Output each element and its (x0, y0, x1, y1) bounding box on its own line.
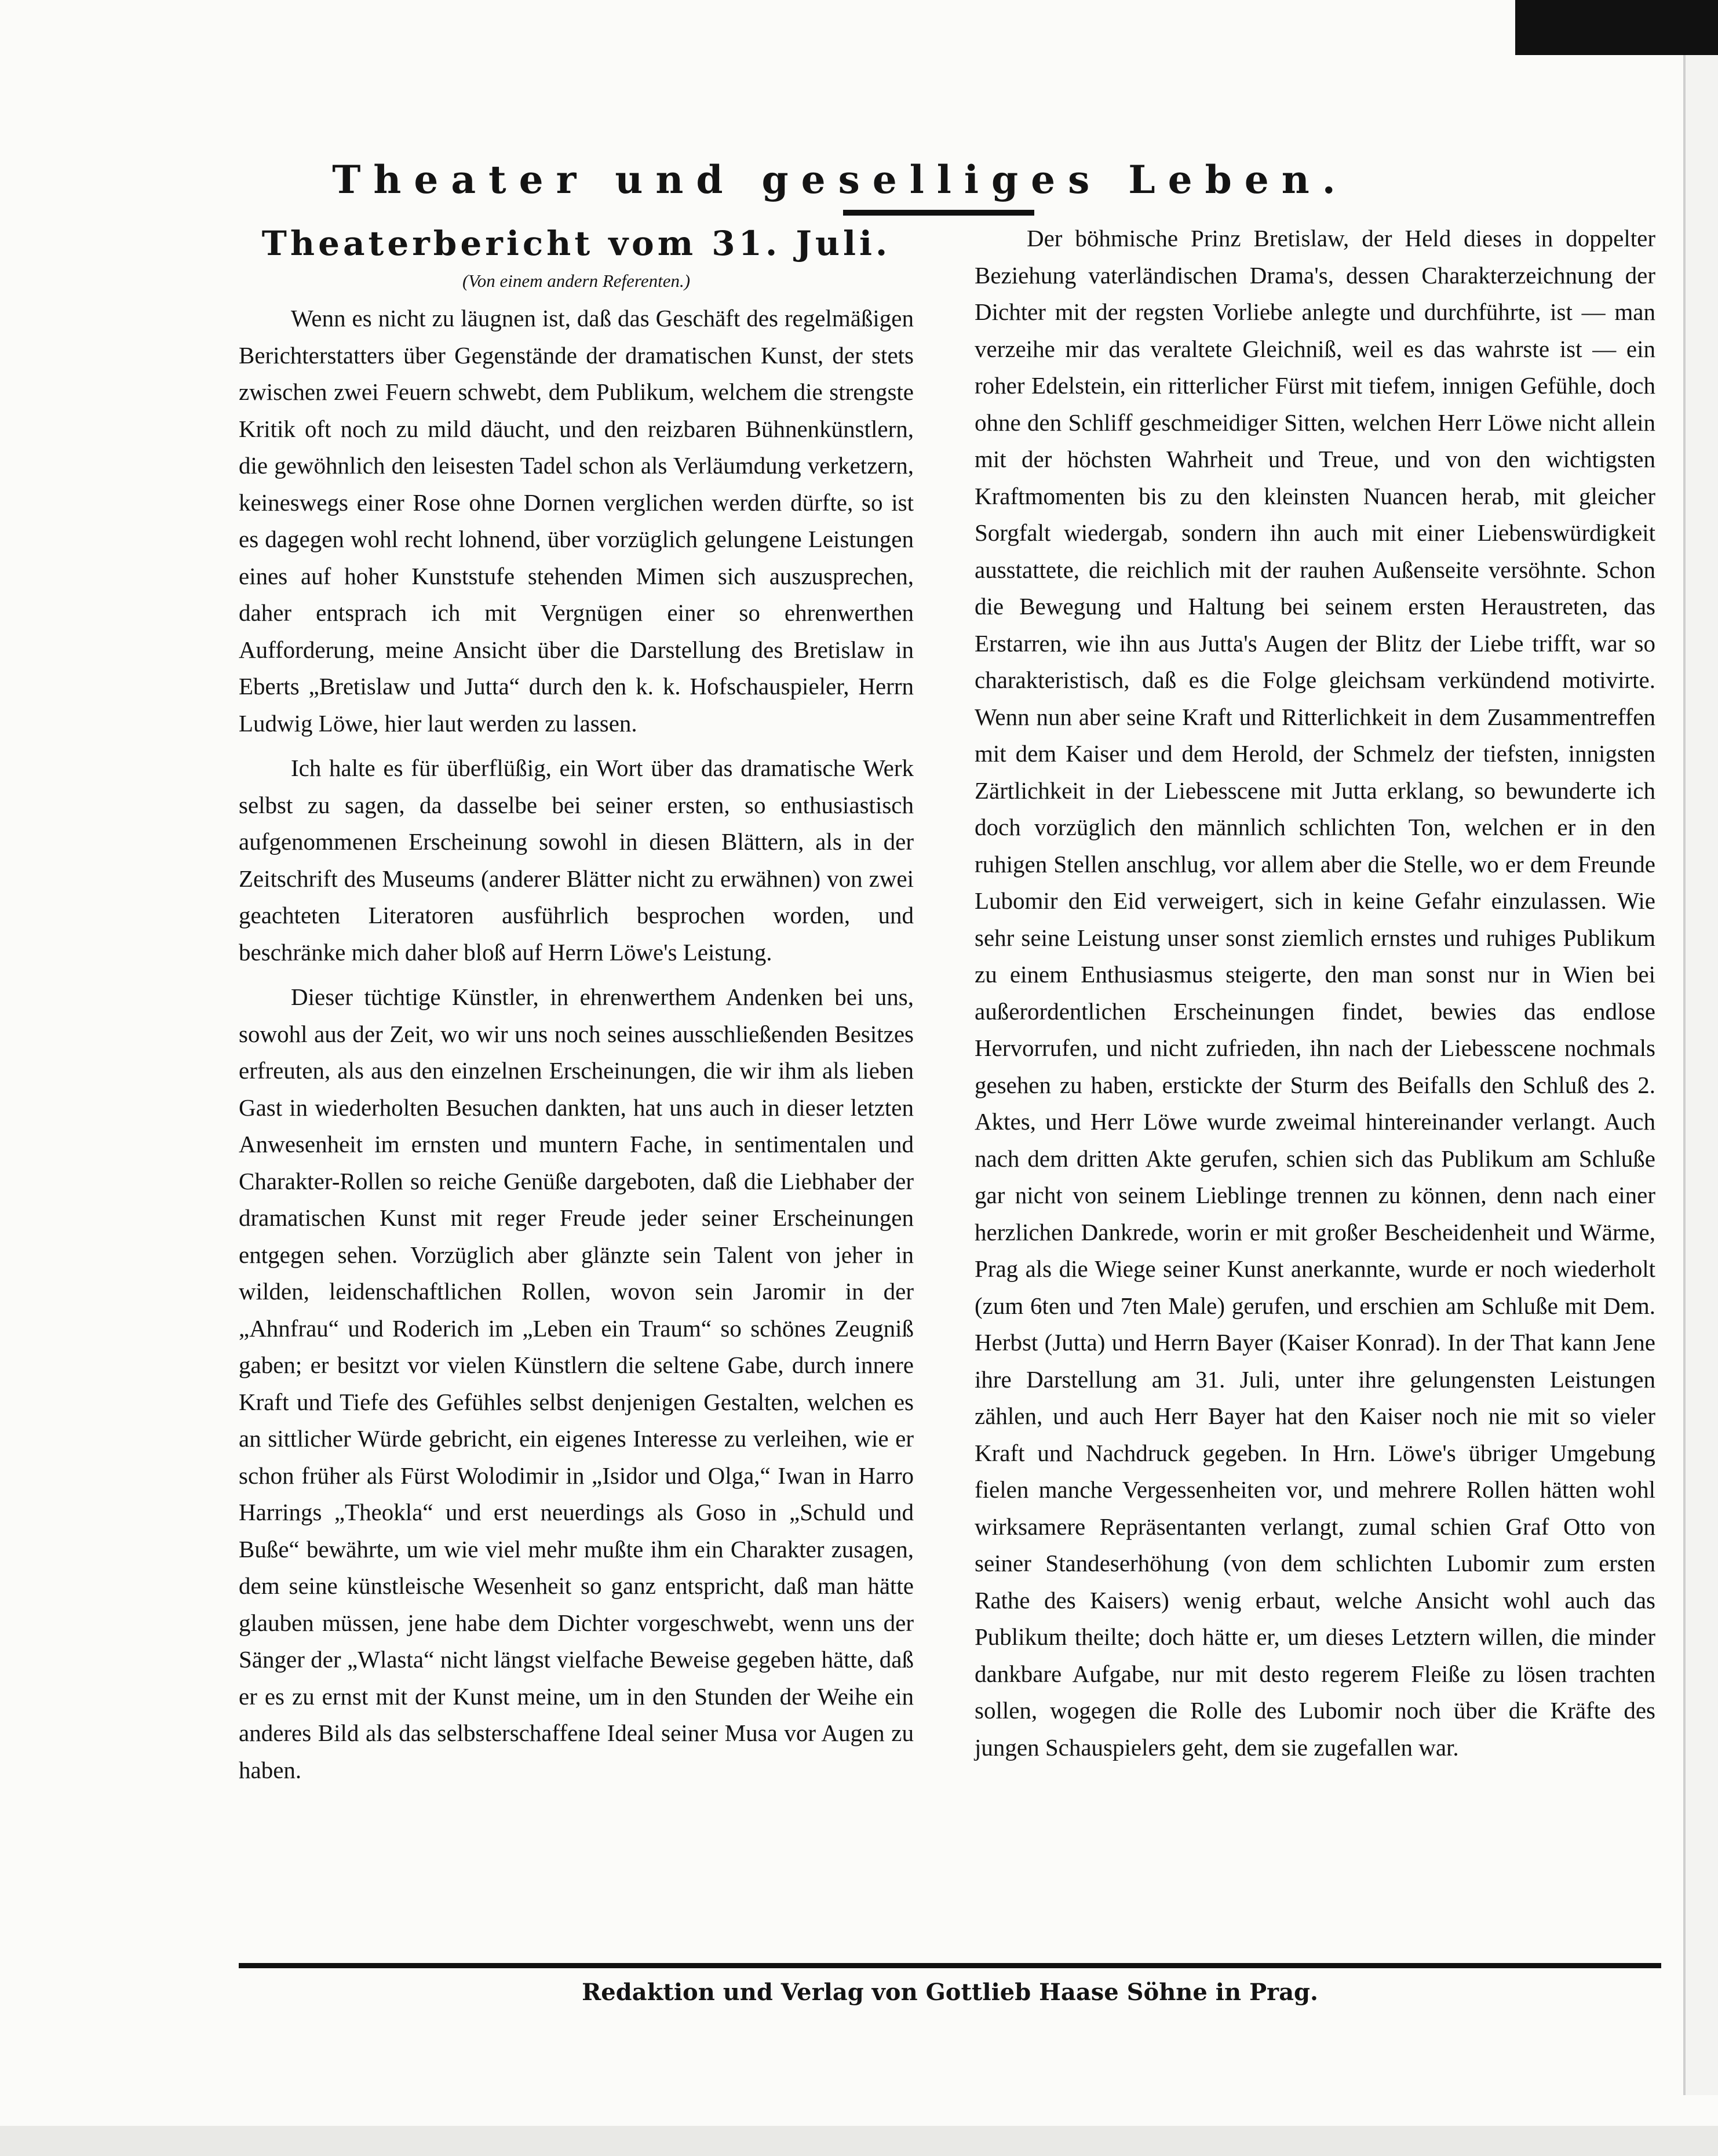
paragraph: Ich halte es für überflüßig, ein Wort über das dramatische Werk selbst zu sagen, da dasselbe bei seiner ersten, so enthusiastisch aufgenommenen Erscheinung sowohl in diesen Blättern, als in der Zeitschrift des Museums (anderer Blätter nicht zu erwähnen) von zwei geachteten Literatoren ausführlich besprochen worden, und beschränke mich daher bloß auf Herrn Löwe's Leistung. (239, 755, 914, 966)
article-title: Theaterbericht vom 31. Juli. (261, 224, 891, 263)
footer-rule (239, 1963, 1661, 1968)
paragraph: Dieser tüchtige Künstler, in ehrenwerthem Andenken bei uns, sowohl aus der Zeit, wo wir uns noch seines ausschließenden Besitzes erfreuten, als aus den einzelnen Erscheinungen, die wir ihm als lieben Gast in wiederholten Besuchen dankten, hat uns auch in dieser letzten Anwesenheit im ernsten und muntern Fache, in sentimentalen und Charakter-Rollen so reiche Genüße dargeboten, daß die Liebhaber der dramatischen Kunst mit reger Freude jeder seiner Erscheinungen entgegen sehen. Vorzüglich aber glänzte sein Talent von jeher in wilden, leidenschaftlichen Rollen, wovon sein Jaromir in der „Ahnfrau“ und Roderich im „Leben ein Traum“ so schönes Zeugniß gaben; er besitzt vor vielen Künstlern die seltene Gabe, durch innere Kraft und Tiefe des Gefühles selbst denjenigen Gestalten, welchen es an sittlicher Würde gebricht, ein eigenes Interesse zu verleihen, wie er schon früher als Fürst Wolodimir in „Isidor und Olga,“ Iwan in Harro Harrings „Theokla“ und erst neuerdings als Goso in „Schuld und Buße“ bewährte, um wie viel mehr mußte ihm ein Charakter zusagen, dem seine künstleische Wesenheit so ganz entspricht, daß man hätte glauben müssen, jene habe dem Dichter vorgeschwebt, wenn uns der Sänger der „Wlasta“ nicht längst vielfache Beweise gegeben hätte, daß er es zu ernst mit der Kunst meine, um in den Stunden der Weihe ein anderes Bild als das selbsterschaffene Ideal seiner Musa vor Augen zu haben. (239, 984, 914, 1783)
section-header (232, 148, 1449, 212)
scan-dark-corner (1515, 0, 1718, 55)
header-rule (843, 210, 1034, 216)
left-column (239, 220, 914, 1789)
article-byline: (Von einem andern Referenten.) (462, 271, 691, 291)
paragraph: Der böhmische Prinz Bretislaw, der Held dieses in doppelter Beziehung vaterländischen Drama's, dessen Charakterzeichnung der Dichter mit der regsten Vorliebe anlegte und durchführte, ist — man verzeihe mir das veraltete Gleichniß, weil es das wahrste ist — ein roher Edelstein, ein ritterlicher Fürst mit tiefem, innigen Gefühle, doch ohne den Schliff geschmeidiger Sitten, welchen Herr Löwe nicht allein mit der höchsten Wahrheit und Treue, und von den wichtigsten Kraftmomenten bis zu den kleinsten Nuancen herab, mit gleicher Sorgfalt wiedergab, sondern ihn auch mit einer Liebenswürdigkeit ausstattete, die reichlich mit der rauhen Außenseite versöhnte. Schon die Bewegung und Haltung bei seinem ersten Heraustreten, das Erstarren, wie ihn aus Jutta's Augen der Blitz der Liebe trifft, war so charakteristisch, daß es die Folge gleichsam verkündend motivirte. Wenn nun aber seine Kraft und Ritterlichkeit in dem Zusammentreffen mit dem Kaiser und dem Herold, der Schmelz der tiefsten, innigsten Zärtlichkeit in der Liebesscene mit Jutta erklang, so bewunderte ich doch vorzüglich den männlich schlichten Ton, welchen er in den ruhigen Stellen anschlug, vor allem aber die Stelle, wo er dem Freunde Lubomir den Eid verweigert, sich in keine Gefahr einzulassen. Wie sehr seine Leistung unser sonst ziemlich ernstes und ruhiges Publikum zu einem Enthusiasmus steigerte, den man sonst nur in Wien bei außerordentlichen Erscheinungen findet, bewies das endlose Hervorrufen, und nicht zufrieden, ihn nach der Liebesscene nochmals gesehen zu haben, erstickte der Sturm des Beifalls den Schluß des 2. Aktes, und Herr Löwe wurde zweimal hintereinander verlangt. Auch nach dem dritten Akte gerufen, schien sich das Publikum am Schluße gar nicht von seinem Lieblinge trennen zu können, denn nach einer herzlichen Dankrede, worin er mit großer Bescheidenheit und Wärme, Prag als die Wiege seiner Kunst anerkannte, wurde er noch wiederholt (zum 6ten und 7ten Male) gerufen, und erschien am Schluße mit Dem. Herbst (Jutta) und Herrn Bayer (Kaiser Konrad). In der That kann Jene ihre Darstellung am 31. Juli, unter ihre gelungensten Leistungen zählen, und auch Herr Bayer hat den Kaiser noch nie mit so vieler Kraft und Nachdruck gegeben. In Hrn. Löwe's übriger Umgebung fielen manche Vergessenheiten vor, und mehrere Rollen hätten wohl wirksamere Repräsentanten verlangt, zumal schien Graf Otto von seiner Standeserhöhung (von dem schlichten Lubomir zum ersten Rathe des Kaisers) wenig erbaut, welche Ansicht wohl auch das Publikum theilte; doch hätte er, um dieses Letztern willen, die minder dankbare Aufgabe, nur mit desto regerem Fleiße zu lösen trachten sollen, wogegen die Rolle des Lubomir noch über die Kräfte des jungen Schauspielers geht, dem sie zugefallen war. (975, 225, 1655, 1761)
publisher-imprint: Redaktion und Verlag von Gottlieb Haase Söhne in Prag. (582, 1979, 1318, 2006)
section-title: Theater und geselliges Leben. (332, 157, 1348, 202)
scan-bottom-margin (0, 2126, 1718, 2156)
paragraph: Wenn es nicht zu läugnen ist, daß das Geschäft des regelmäßigen Berichterstatters über Gegenstände der dramatischen Kunst, der stets zwischen zwei Feuern schwebt, dem Publikum, welchem die strengste Kritik oft noch zu mild däucht, und den reizbaren Bühnenkünstlern, die gewöhnlich den leisesten Tadel schon als Verläumdung verketzern, keineswegs einer Rose ohne Dornen verglichen werden dürfte, so ist es dagegen wohl recht lohnend, über vorzüglich gelungene Leistungen eines auf hoher Kunststufe stehenden Mimen sich auszusprechen, daher entsprach ich mit Vergnügen einer so ehrenwerthen Aufforderung, meine Ansicht über die Darstellung des Bretislaw in Eberts „Bretislaw und Jutta“ durch den k. k. Hofschauspieler, Herrn Ludwig Löwe, hier laut werden zu lassen. (239, 305, 914, 737)
right-column (975, 220, 1655, 1766)
scan-page-edge (1683, 55, 1718, 2095)
